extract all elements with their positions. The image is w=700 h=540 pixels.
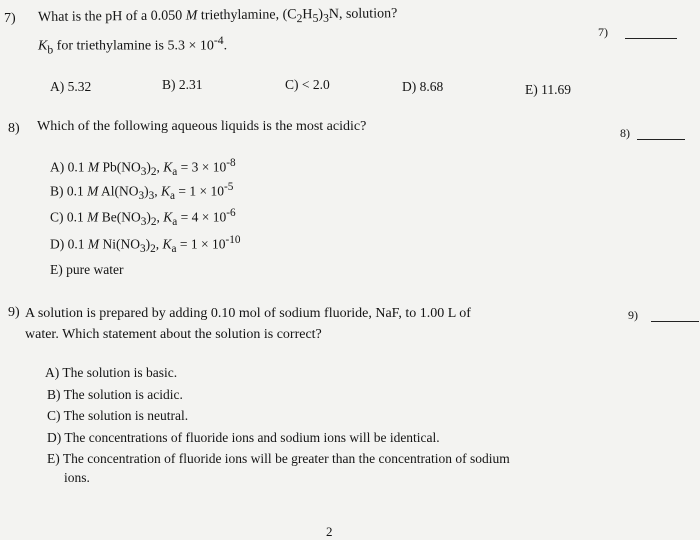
q7-answer-blank[interactable] [625, 38, 677, 39]
q9-text-line2: water. Which statement about the solution is correct? [25, 327, 322, 342]
q7-option-c[interactable]: C) < 2.0 [285, 77, 330, 92]
q7-option-e[interactable]: E) 11.69 [525, 82, 571, 97]
q7-option-d[interactable]: D) 8.68 [402, 79, 444, 94]
q7-text-line2: $K_b$ for triethylamine is $5.3 \times 10^{-4}$. [38, 34, 228, 57]
q7-number: 7) [4, 11, 16, 26]
q9-option-a[interactable]: A) The solution is basic. [45, 365, 178, 380]
q8-number: 8) [8, 121, 20, 136]
q9-text-line1: A solution is prepared by adding 0.10 mol of sodium fluoride, NaF, to 1.00 L of [25, 306, 471, 321]
q8-option-c[interactable]: C) 0.1 M $Be(NO_3)_2$, $K_a = 4 \times 10^{-6}$ [50, 207, 236, 229]
q8-option-d[interactable]: D) 0.1 M $Ni(NO_3)_2$, $K_a = 1 \times 10^{-10}$ [50, 234, 241, 256]
q9-option-b[interactable]: B) The solution is acidic. [47, 387, 183, 402]
q8-text: Which of the following aqueous liquids is the most acidic? [37, 119, 367, 134]
q9-answer-blank[interactable] [651, 321, 699, 322]
q9-number: 9) [8, 305, 20, 320]
q8-option-b[interactable]: B) 0.1 M $Al(NO_3)_3$, $K_a = 1 \times 10^{-5}$ [50, 181, 234, 203]
page-number: 2 [326, 524, 333, 539]
q9-answer-label: 9) [628, 308, 638, 322]
q9-option-e-continued: ions. [64, 470, 90, 485]
q9-option-e[interactable]: E) The concentration of fluoride ions will be greater than the concentration of sodium [47, 451, 510, 466]
q9-option-c[interactable]: C) The solution is neutral. [47, 408, 189, 423]
q7-text-line1: What is the pH of a 0.050 M triethylamine, $(C_2H_5)_3N$, solution? [37, 6, 398, 26]
q8-option-a[interactable]: A) 0.1 M $Pb(NO_3)_2$, $K_a = 3 \times 10^{-8}$ [50, 157, 236, 179]
q8-option-e[interactable]: E) pure water [50, 262, 124, 277]
q7-option-a[interactable]: A) 5.32 [50, 79, 92, 94]
q9-option-d[interactable]: D) The concentrations of fluoride ions and sodium ions will be identical. [47, 430, 440, 445]
q7-answer-label: 7) [598, 25, 608, 39]
q8-answer-label: 8) [620, 126, 630, 140]
q7-option-b[interactable]: B) 2.31 [162, 77, 203, 92]
q8-answer-blank[interactable] [637, 139, 685, 140]
